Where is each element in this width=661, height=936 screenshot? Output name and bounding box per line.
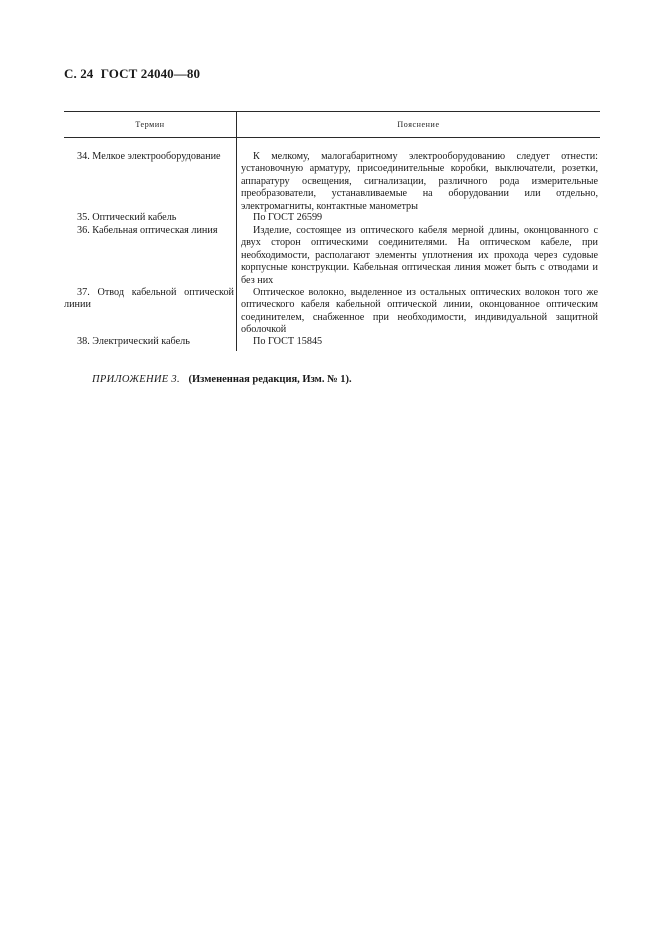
term-cell: 38. Электрический кабель bbox=[77, 336, 190, 347]
appendix-note bbox=[92, 374, 352, 385]
page-header bbox=[64, 66, 200, 82]
explanation-cell: Изделие, состоящее из оптического кабеля мерной длины, оконцованного с двух сторон оптическими соединителями. На оптическом кабеле, при необходимости, располагают элементы уплотнения их прохода через судовые корпусные конструкции. Кабельная оптическая линия может быть с отводами и без них bbox=[241, 225, 598, 286]
table-top-rule bbox=[64, 111, 600, 112]
column-header-term: Термин bbox=[135, 120, 165, 129]
column-header-explanation: Пояснение bbox=[397, 120, 440, 129]
explanation-cell: По ГОСТ 26599 bbox=[253, 212, 323, 223]
explanation-cell: По ГОСТ 15845 bbox=[253, 336, 323, 347]
term-cell: 37. Отвод кабельной оптической линии bbox=[64, 287, 234, 311]
standard-code: ГОСТ 24040—80 bbox=[100, 66, 201, 81]
explanation-cell: Оптическое волокно, выделенное из остальных оптических волокон того же оптического кабеля кабельной оптической линии, оконцованное оптическим соединителем, снабженное при необходимости, индивидуальной защитной оболочкой bbox=[241, 287, 598, 336]
explanation-cell: К мелкому, малогабаритному электрооборудованию следует отнести: установочную арматуру, присоединительные коробки, выключатели, розетки, аппаратуру освещения, сигнализации, различного рода измерительные преобразователи, устанавливаемые на оборудовании или отдельно, электромагниты, контактные манометры bbox=[241, 151, 598, 212]
page-number: С. 24 bbox=[64, 66, 94, 81]
term-cell: 34. Мелкое электрооборудование bbox=[77, 151, 221, 162]
appendix-label: ПРИЛОЖЕНИЕ 3. bbox=[92, 374, 180, 385]
term-cell: 35. Оптический кабель bbox=[77, 212, 177, 223]
column-divider bbox=[236, 111, 237, 351]
term-cell: 36. Кабельная оптическая линия bbox=[77, 225, 218, 236]
revision-note: (Измененная редакция, Изм. № 1). bbox=[188, 374, 352, 385]
table-header-rule bbox=[64, 137, 600, 138]
